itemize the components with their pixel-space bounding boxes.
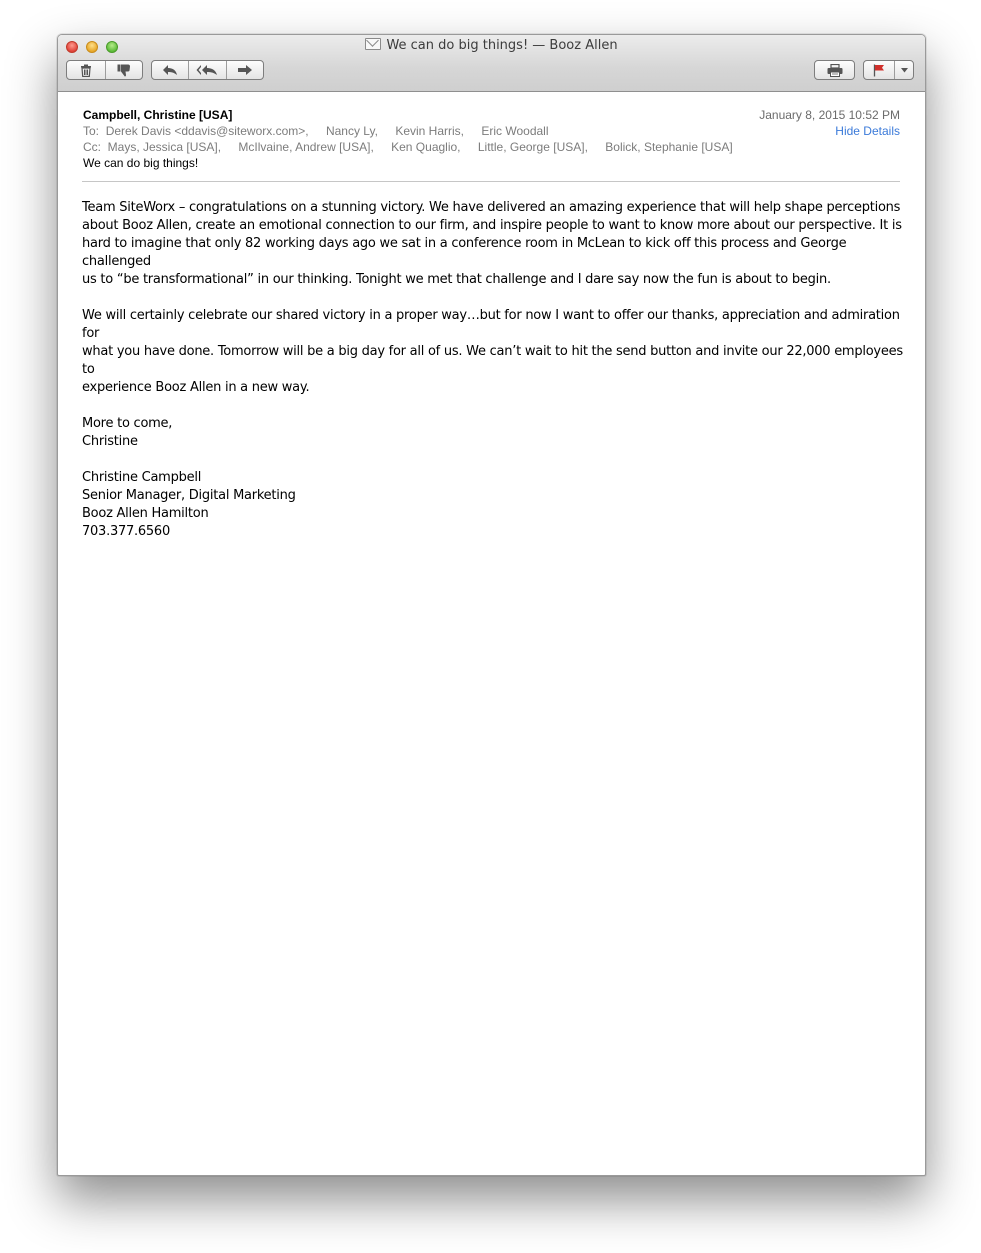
signature-phone: 703.377.6560 [82,524,170,539]
body-line: experience Booz Allen in a new way. [82,380,310,395]
to-recipient[interactable]: Kevin Harris, [395,124,465,138]
print-button[interactable] [815,61,854,79]
title-bar [58,35,925,92]
forward-button[interactable] [227,61,263,79]
flag-menu-button[interactable] [895,61,913,79]
cc-recipient[interactable]: Little, George [USA], [477,140,588,154]
message-date: January 8, 2015 10:52 PM [759,108,900,122]
to-recipient[interactable]: Eric Woodall [481,124,549,138]
to-recipient[interactable]: Nancy Ly, [325,124,378,138]
reply-icon [162,64,178,76]
body-line: about Booz Allen, create an emotional connection to our firm, and inspire people to want to know more about our perspective. It is [82,218,902,233]
sender-name[interactable]: Campbell, Christine [USA] [83,108,233,122]
signature-company: Booz Allen Hamilton [82,506,209,521]
thumbs-down-icon [117,64,131,77]
hide-details-link[interactable]: Hide Details [835,124,900,138]
delete-button[interactable] [67,61,106,79]
cc-label: Cc: [83,140,101,154]
chevron-down-icon [901,68,908,73]
closing-line: More to come, [82,416,173,431]
junk-button[interactable] [106,61,143,79]
delete-junk-group [66,60,143,80]
reply-all-icon [196,64,218,76]
window-title-text: We can do big things! — Booz Allen [386,38,618,53]
signature-name: Christine Campbell [82,470,202,485]
flag-icon [873,64,885,77]
envelope-icon [365,38,381,50]
flag-button[interactable] [864,61,895,79]
reply-button[interactable] [152,61,189,79]
reply-all-button[interactable] [189,61,226,79]
closing [82,415,906,451]
to-recipient[interactable]: Derek Davis <ddavis@siteworx.com>, [105,124,309,138]
cc-recipients [83,140,747,154]
message-body [82,199,906,559]
body-line: what you have done. Tomorrow will be a big day for all of us. We can’t wait to hit the send button and invite our 22,000 employees to [82,344,903,377]
body-line: hard to imagine that only 82 working days ago we sat in a conference room in McLean to kick off this process and George challenged [82,236,847,269]
header-divider [82,181,900,182]
body-paragraph [82,307,906,397]
to-label: To: [83,124,100,138]
window-title [58,38,925,53]
flag-group [863,60,914,80]
print-group [814,60,855,80]
body-line: Team SiteWorx – congratulations on a stunning victory. We have delivered an amazing experience that will help shape perceptions [82,200,901,215]
reply-forward-group [151,60,264,80]
body-line: We will certainly celebrate our shared victory in a proper way…but for now I want to offer our thanks, appreciation and admiration for [82,308,900,341]
cc-recipient[interactable]: Mays, Jessica [USA], [107,140,222,154]
closing-line: Christine [82,434,138,449]
mail-message-window [57,34,926,1176]
signature-title: Senior Manager, Digital Marketing [82,488,296,503]
message-subject: We can do big things! [83,156,199,170]
forward-icon [237,64,253,76]
body-line: us to “be transformational” in our thinking. Tonight we met that challenge and I dare say now the fun is about to begin. [82,272,831,287]
cc-recipient[interactable]: Ken Quaglio, [391,140,461,154]
message-header [58,92,925,192]
cc-recipient[interactable]: McIlvaine, Andrew [USA], [238,140,374,154]
cc-recipient[interactable]: Bolick, Stephanie [USA] [605,140,733,154]
signature [82,469,906,541]
body-paragraph [82,199,906,289]
printer-icon [827,64,843,77]
trash-icon [80,64,92,77]
to-recipients [83,124,563,138]
